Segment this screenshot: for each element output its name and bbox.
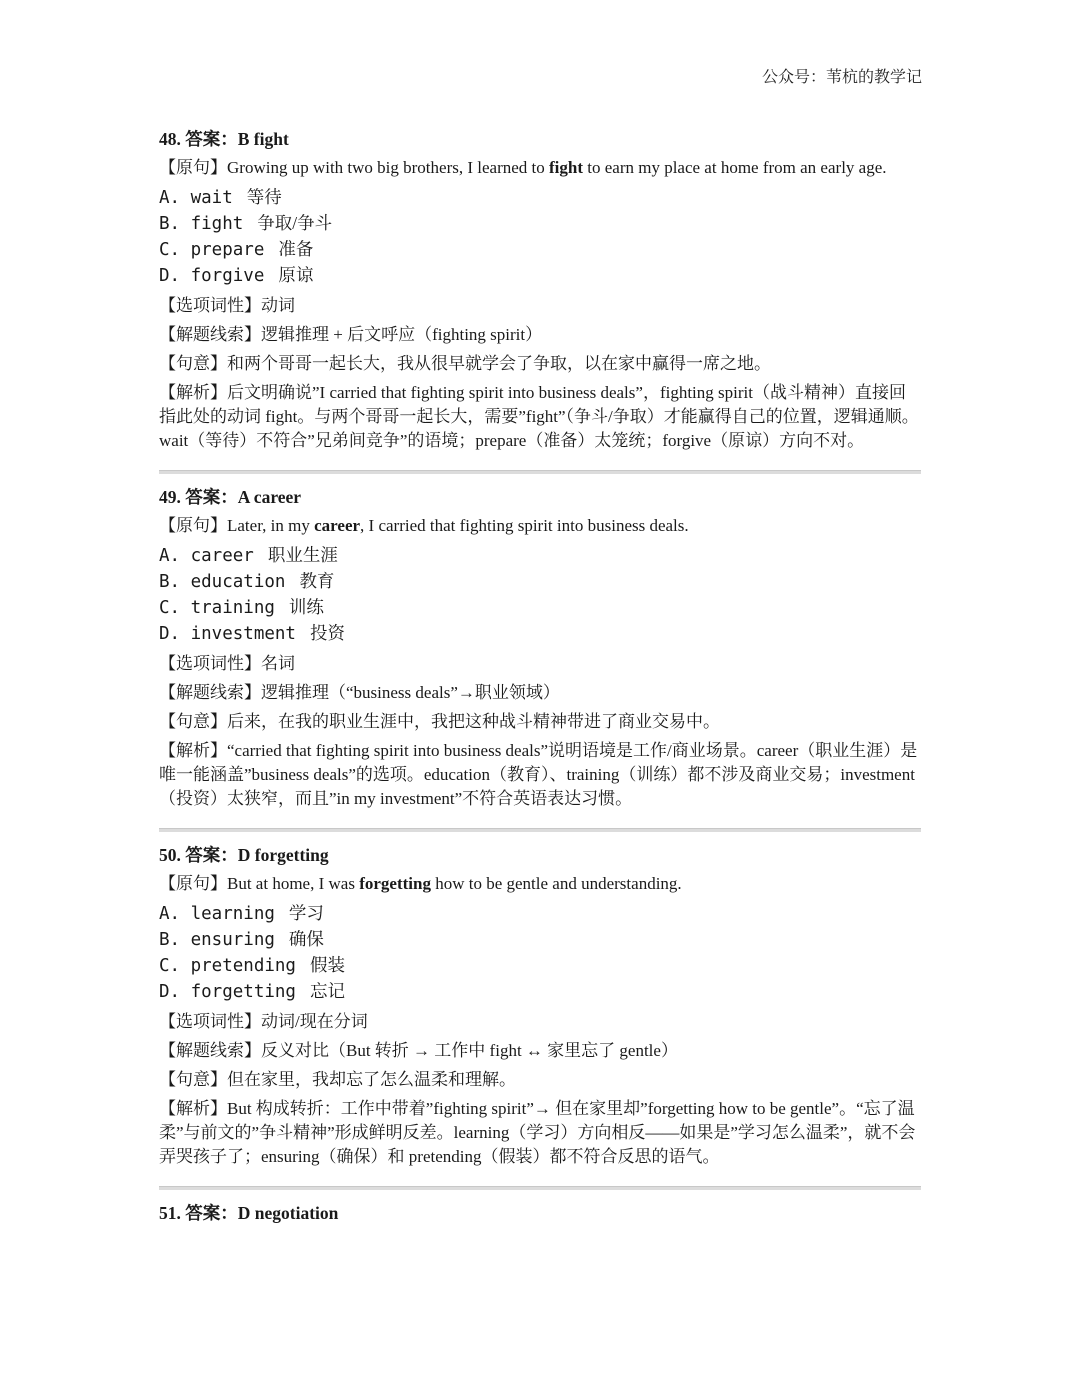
solution-clue: 【解题线索】逻辑推理 + 后文呼应（fighting spirit）: [159, 325, 543, 344]
source-sentence: 【原句】Growing up with two big brothers, I learned to fight to earn my place at home from an early age.: [159, 158, 887, 177]
sentence-meaning: 【句意】和两个哥哥一起长大，我从很早就学会了争取，以在家中赢得一席之地。: [159, 354, 771, 373]
question-title: 50. 答案：D forgetting: [159, 845, 329, 865]
option-item: D. forgetting 忘记: [159, 981, 345, 1002]
option-list: [159, 185, 921, 289]
part-of-speech: 【选项词性】名词: [159, 654, 295, 673]
part-of-speech: 【选项词性】动词: [159, 296, 295, 315]
source-sentence: 【原句】Later, in my career, I carried that fighting spirit into business deals.: [159, 516, 689, 535]
question-title: 48. 答案：B fight: [159, 129, 289, 149]
question-block: [159, 843, 921, 1169]
answer-content: [159, 127, 921, 1230]
solution-clue: 【解题线索】逻辑推理（“business deals”→职业领域）: [159, 683, 560, 702]
option-item: B. ensuring 确保: [159, 929, 324, 950]
option-item: D. investment 投资: [159, 623, 345, 644]
analysis: 【解析】But 构成转折：工作中带着”fighting spirit”→ 但在家里却”forgetting how to be gentle”。“忘了温柔”与前文的”争斗精神”形成鲜明反差。learning（学习）方向相反——如果是”学习怎么温柔”，就不会弄哭孩子了；ensuring（确保）和 pretending（假装）都不符合反思的语气。: [159, 1099, 916, 1166]
option-list: [159, 901, 921, 1005]
question-title: 51. 答案：D negotiation: [159, 1203, 339, 1223]
section-divider: [159, 470, 921, 474]
page-header: 公众号：苇杭的教学记: [761, 69, 922, 86]
option-item: C. training 训练: [159, 597, 324, 618]
analysis: 【解析】“carried that fighting spirit into business deals”说明语境是工作/商业场景。career（职业生涯）是唯一能涵盖”business deals”的选项。education（教育）、training（训练）都不涉及商业交易；investment（投资）太狭窄，而且”in my investment”不符合英语表达习惯。: [159, 741, 918, 808]
option-item: A. wait 等待: [159, 187, 282, 208]
option-list: [159, 543, 921, 647]
part-of-speech: 【选项词性】动词/现在分词: [159, 1012, 368, 1031]
option-item: C. pretending 假装: [159, 955, 345, 976]
section-divider: [159, 1186, 921, 1190]
question-block: [159, 1201, 921, 1225]
section-divider: [159, 828, 921, 832]
question-block: [159, 485, 921, 811]
option-item: C. prepare 准备: [159, 239, 314, 260]
option-item: A. learning 学习: [159, 903, 324, 924]
source-sentence: 【原句】But at home, I was forgetting how to be gentle and understanding.: [159, 874, 682, 893]
question-block: [159, 127, 921, 453]
sentence-meaning: 【句意】但在家里，我却忘了怎么温柔和理解。: [159, 1070, 516, 1089]
question-title: 49. 答案：A career: [159, 487, 302, 507]
option-item: B. education 教育: [159, 571, 335, 592]
option-item: A. career 职业生涯: [159, 545, 338, 566]
option-item: D. forgive 原谅: [159, 265, 314, 286]
solution-clue: 【解题线索】反义对比（But 转折 → 工作中 fight ↔ 家里忘了 gentle）: [159, 1041, 678, 1060]
option-item: B. fight 争取/争斗: [159, 213, 333, 234]
highlighted-answer: forgetting: [359, 874, 431, 893]
highlighted-answer: fight: [549, 158, 583, 177]
sentence-meaning: 【句意】后来，在我的职业生涯中，我把这种战斗精神带进了商业交易中。: [159, 712, 720, 731]
highlighted-answer: career: [314, 516, 361, 535]
analysis: 【解析】后文明确说”I carried that fighting spirit into business deals”，fighting spirit（战斗精神）直接回指此处的动词 fight。与两个哥哥一起长大，需要”fight”（争斗/争取）才能赢得自己的位置，逻辑通顺。wait（等待）不符合”兄弟间竞争”的语境；prepare（准备）太笼统；forgive（原谅）方向不对。: [159, 383, 919, 450]
